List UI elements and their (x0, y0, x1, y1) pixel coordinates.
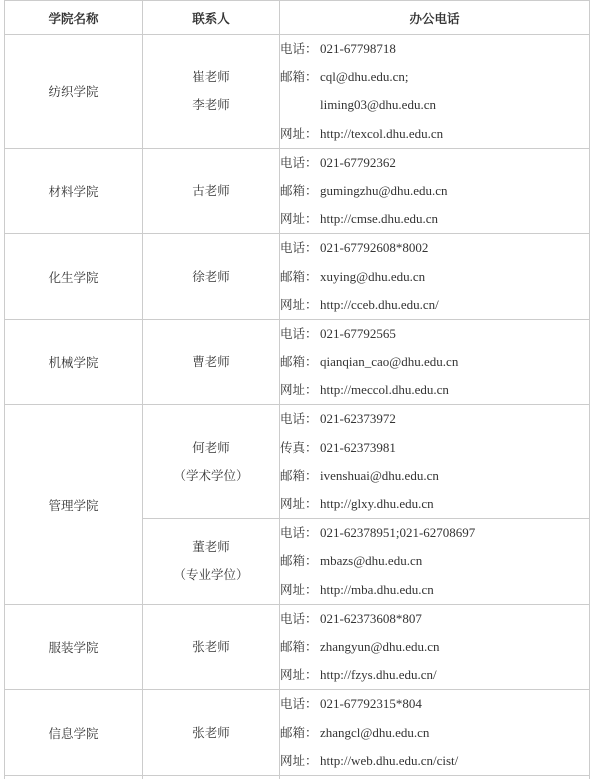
info-label: 网址： (280, 576, 320, 604)
info-line (280, 63, 589, 91)
header-row (5, 1, 590, 35)
info-label: 网址： (280, 376, 320, 404)
contact-note: 李老师 (143, 91, 279, 119)
email-address: gumingzhu@dhu.edu.cn (320, 183, 448, 198)
info-line (280, 348, 589, 376)
contact-name: 古老师 (143, 177, 279, 205)
website-url: http://cmse.dhu.edu.cn (320, 211, 438, 226)
info-label: 电话： (280, 519, 320, 547)
table-row-partial (5, 775, 590, 779)
empty-cell (143, 775, 280, 779)
email-address: xuying@dhu.edu.cn (320, 269, 425, 284)
header-phone: 办公电话 (280, 1, 590, 35)
phone-number: 021-62373972 (320, 411, 396, 426)
table-row (5, 604, 590, 690)
contact-person (143, 604, 280, 690)
college-name: 机械学院 (5, 319, 143, 405)
table-row (5, 690, 590, 776)
header-contact: 联系人 (143, 1, 280, 35)
phone-number: 021-67792315*804 (320, 696, 422, 711)
website-url: http://cceb.dhu.edu.cn/ (320, 297, 439, 312)
empty-cell (5, 775, 143, 779)
info-label: 邮箱： (280, 63, 320, 91)
info-label: 邮箱： (280, 719, 320, 747)
info-line (280, 434, 589, 462)
website-url: http://glxy.dhu.edu.cn (320, 496, 434, 511)
info-line (280, 320, 589, 348)
college-contacts-table (4, 0, 590, 779)
info-label: 邮箱： (280, 348, 320, 376)
website-url: http://meccol.dhu.edu.cn (320, 382, 449, 397)
info-line (280, 661, 589, 689)
info-label: 电话： (280, 405, 320, 433)
contact-person (143, 234, 280, 320)
phone-number: 021-67792608*8002 (320, 240, 428, 255)
contact-info (280, 35, 590, 149)
phone-number: 021-62373981 (320, 440, 396, 455)
info-label: 电话： (280, 605, 320, 633)
phone-number: 021-62373608*807 (320, 611, 422, 626)
info-line (280, 177, 589, 205)
info-label: 传真： (280, 434, 320, 462)
email-address: mbazs@dhu.edu.cn (320, 553, 422, 568)
table-header (5, 1, 590, 35)
phone-number: 021-67792362 (320, 155, 396, 170)
info-line (280, 205, 589, 233)
contact-name: 何老师 (143, 434, 279, 462)
website-url: http://mba.dhu.edu.cn (320, 582, 434, 597)
contact-info (280, 405, 590, 519)
contact-person (143, 35, 280, 149)
contact-person (143, 519, 280, 605)
info-line (280, 747, 589, 775)
contact-name: 曹老师 (143, 348, 279, 376)
info-line (280, 576, 589, 604)
email-address: ivenshuai@dhu.edu.cn (320, 468, 439, 483)
email-address: cql@dhu.edu.cn; (320, 69, 409, 84)
college-name: 管理学院 (5, 405, 143, 604)
contact-name: 董老师 (143, 533, 279, 561)
contact-person (143, 148, 280, 234)
info-label: 邮箱： (280, 263, 320, 291)
contact-note: （专业学位） (143, 561, 279, 589)
info-label: 网址： (280, 120, 320, 148)
contact-info (280, 604, 590, 690)
contact-note: （学术学位） (143, 462, 279, 490)
info-label: 网址： (280, 291, 320, 319)
info-label: 网址： (280, 490, 320, 518)
table-row (5, 35, 590, 149)
info-line (280, 91, 589, 119)
info-label: 网址： (280, 747, 320, 775)
phone-number: 021-67792565 (320, 326, 396, 341)
email-address: liming03@dhu.edu.cn (320, 97, 436, 112)
info-line (280, 234, 589, 262)
contact-name: 崔老师 (143, 63, 279, 91)
info-line (280, 405, 589, 433)
info-label: 电话： (280, 234, 320, 262)
table-row (5, 148, 590, 234)
college-name: 纺织学院 (5, 35, 143, 149)
college-name: 服装学院 (5, 604, 143, 690)
contact-info (280, 519, 590, 605)
info-label: 网址： (280, 205, 320, 233)
info-line (280, 149, 589, 177)
info-line (280, 719, 589, 747)
info-line (280, 120, 589, 148)
info-line (280, 605, 589, 633)
contact-name: 张老师 (143, 633, 279, 661)
college-name: 化生学院 (5, 234, 143, 320)
email-address: qianqian_cao@dhu.edu.cn (320, 354, 458, 369)
header-college: 学院名称 (5, 1, 143, 35)
empty-cell (280, 775, 590, 779)
info-line (280, 633, 589, 661)
contact-name: 张老师 (143, 719, 279, 747)
college-name: 信息学院 (5, 690, 143, 776)
info-label: 邮箱： (280, 633, 320, 661)
info-label: 网址： (280, 661, 320, 689)
info-label: 邮箱： (280, 462, 320, 490)
website-url: http://fzys.dhu.edu.cn/ (320, 667, 437, 682)
info-label: 电话： (280, 690, 320, 718)
website-url: http://texcol.dhu.edu.cn (320, 126, 443, 141)
info-line (280, 519, 589, 547)
info-line (280, 547, 589, 575)
contact-info (280, 234, 590, 320)
info-line (280, 263, 589, 291)
table-row (5, 234, 590, 320)
info-label: 邮箱： (280, 547, 320, 575)
contact-person (143, 690, 280, 776)
contact-info (280, 148, 590, 234)
website-url: http://web.dhu.edu.cn/cist/ (320, 753, 458, 768)
email-address: zhangyun@dhu.edu.cn (320, 639, 440, 654)
info-label: 电话： (280, 35, 320, 63)
table-row (5, 319, 590, 405)
table-row (5, 405, 590, 519)
info-line (280, 490, 589, 518)
contact-person (143, 319, 280, 405)
info-line (280, 376, 589, 404)
info-line (280, 690, 589, 718)
contact-person (143, 405, 280, 519)
email-address: zhangcl@dhu.edu.cn (320, 725, 429, 740)
info-label: 电话： (280, 320, 320, 348)
info-line (280, 291, 589, 319)
info-line (280, 462, 589, 490)
college-name: 材料学院 (5, 148, 143, 234)
contact-info (280, 690, 590, 776)
info-label: 电话： (280, 149, 320, 177)
info-line (280, 35, 589, 63)
phone-number: 021-62378951;021-62708697 (320, 525, 475, 540)
contact-name: 徐老师 (143, 263, 279, 291)
contact-info (280, 319, 590, 405)
info-label: 邮箱： (280, 177, 320, 205)
phone-number: 021-67798718 (320, 41, 396, 56)
table-body (5, 35, 590, 779)
